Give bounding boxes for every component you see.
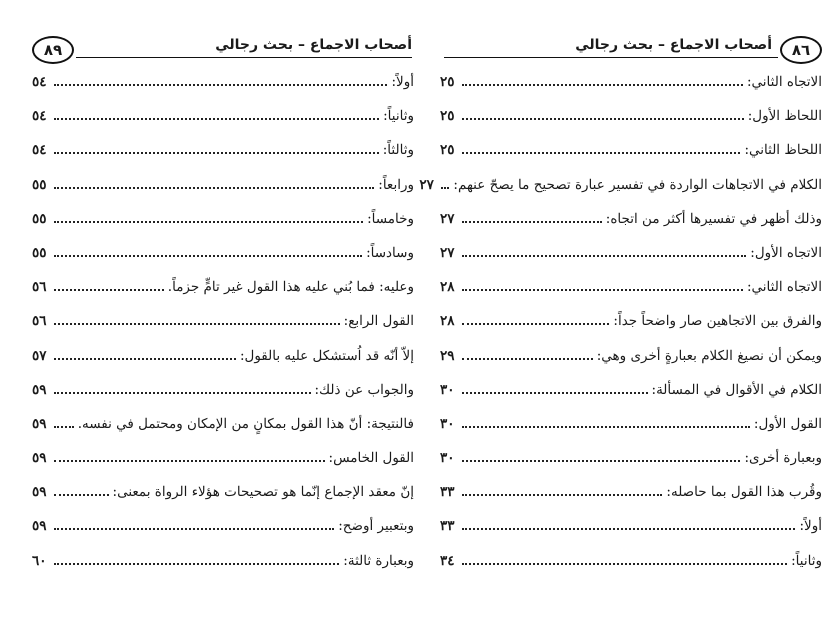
toc-entry [32, 348, 414, 382]
toc-entry-page: ٥٤ [32, 74, 47, 90]
dot-leader [462, 245, 746, 257]
toc-entry [32, 108, 414, 142]
page-header [32, 35, 414, 65]
toc-entry-page: ٥٥ [32, 244, 47, 261]
toc-entry-title: وعليه: فما بُني عليه هذا القول غير تامٍّ جزماً. [167, 279, 414, 296]
toc-entry-page: ٢٨ [440, 313, 455, 330]
page-header [440, 35, 822, 65]
toc-entry-page: ٦٠ [32, 552, 47, 569]
page-number: ٨٦ [780, 36, 822, 64]
dot-leader [462, 108, 744, 120]
toc-entry-title: الاتجاه الأول: [750, 244, 822, 261]
dot-leader [462, 279, 743, 291]
toc-entry-title: اللحاظ الثاني: [744, 142, 822, 159]
toc-entry-page: ٢٥ [440, 108, 455, 125]
toc-entry-page: ٣٣ [440, 484, 455, 501]
toc-entry-page: ٣٠ [440, 381, 455, 398]
toc-entry-title: أولاً: [391, 74, 414, 90]
toc-entry [440, 74, 822, 108]
toc-entry-title: الاتجاه الثاني: [746, 74, 822, 90]
dot-leader [462, 484, 662, 496]
toc-entry-title: والجواب عن ذلك: [314, 381, 414, 398]
toc-entry [440, 450, 822, 484]
toc-entry [32, 484, 414, 518]
toc-entry-title: وخامساً: [367, 210, 414, 227]
dot-leader [441, 177, 449, 189]
header-title: أصحاب الاجماع – بحث رجالي [575, 37, 772, 53]
toc-entry-title: الكلام في الاتجاهات الواردة في تفسير عبارة تصحيح ما يصحّ عنهم: [453, 176, 822, 193]
toc-entry-page: ٢٩ [440, 347, 455, 364]
toc-entry-title: وثانياً: [383, 108, 414, 125]
toc-list [32, 74, 414, 587]
dot-leader [54, 416, 74, 428]
toc-entry-page: ٥٥ [32, 176, 47, 193]
toc-entry-page: ٣٠ [440, 415, 455, 432]
toc-entry [32, 211, 414, 245]
dot-leader [54, 211, 363, 223]
toc-entry-title: وثانياً: [791, 552, 822, 569]
toc-entry-page: ٢٧ [419, 176, 434, 193]
toc-entry-title: القول الخامس: [328, 450, 414, 467]
dot-leader [462, 382, 648, 394]
toc-entry [32, 553, 414, 587]
toc-entry-title: الكلام في الأقوال في المسألة: [651, 381, 822, 398]
toc-entry [32, 177, 414, 211]
dot-leader [54, 484, 109, 496]
toc-entry-page: ٥٩ [32, 484, 47, 501]
toc-entry [32, 313, 414, 347]
toc-entry-title: والفرق بين الاتجاهين صار واضحاً جداً: [613, 313, 822, 330]
toc-entry [440, 553, 822, 587]
toc-entry-title: اللحاظ الأول: [747, 108, 822, 125]
toc-entry-title: وبعبارة أخرى: [744, 450, 822, 467]
toc-entry-title: وقُرب هذا القول بما حاصله: [666, 484, 822, 501]
toc-entry-page: ٥٤ [32, 142, 47, 159]
dot-leader [462, 518, 795, 530]
dot-leader [462, 553, 787, 565]
dot-leader [462, 74, 743, 86]
toc-entry-page: ٥٩ [32, 518, 47, 535]
dot-leader [54, 313, 340, 325]
toc-entry [440, 518, 822, 552]
toc-entry-page: ٢٨ [440, 279, 455, 296]
toc-entry-title: وبعبارة ثالثة: [343, 552, 414, 569]
toc-entry [440, 108, 822, 142]
toc-entry-title: وثالثاً: [382, 142, 414, 159]
toc-entry [440, 416, 822, 450]
dot-leader [54, 108, 379, 120]
toc-entry-page: ٥٦ [32, 313, 47, 330]
dot-leader [54, 450, 325, 462]
toc-entry-title: القول الرابع: [343, 313, 414, 330]
toc-entry [440, 348, 822, 382]
toc-entry-page: ٥٧ [32, 347, 47, 364]
dot-leader [54, 279, 164, 291]
right-page [419, 0, 822, 639]
toc-entry-page: ٢٧ [440, 210, 455, 227]
toc-list [419, 74, 822, 587]
toc-entry-page: ٢٥ [440, 142, 455, 159]
dot-leader [54, 142, 379, 154]
toc-entry-page: ٥٤ [32, 108, 47, 125]
toc-entry-title: ويمكن أن نصيغ الكلام بعبارةٍ أخرى وهي: [596, 347, 822, 364]
toc-entry [440, 313, 822, 347]
dot-leader [54, 348, 236, 360]
toc-entry-title: أولاً: [799, 518, 822, 535]
toc-entry [32, 245, 414, 279]
toc-entry [440, 382, 822, 416]
toc-entry-title: فالنتيجة: أنّ هذا القول بمكانٍ من الإمكان ومحتمل في نفسه. [77, 415, 414, 432]
toc-entry-page: ٥٩ [32, 381, 47, 398]
dot-leader [54, 74, 387, 86]
toc-entry-title: وسادساً: [366, 244, 414, 261]
toc-entry [440, 484, 822, 518]
dot-leader [462, 313, 609, 325]
dot-leader [462, 416, 750, 428]
dot-leader [54, 553, 339, 565]
toc-entry-title: وبتعبير أوضح: [338, 518, 414, 535]
toc-entry-page: ٥٩ [32, 450, 47, 467]
left-page [32, 0, 414, 639]
page-number: ٨٩ [32, 36, 74, 64]
dot-leader [462, 211, 602, 223]
header-rule [444, 57, 778, 58]
toc-entry-title: ورابعاً: [378, 176, 414, 193]
toc-entry-title: إنّ معقد الإجماع إنّما هو تصحيحات هؤلاء الرواة بمعنى: [112, 484, 414, 501]
toc-entry-page: ٣٣ [440, 518, 455, 535]
toc-entry-page: ٣٤ [440, 552, 455, 569]
dot-leader [54, 518, 334, 530]
toc-entry [32, 279, 414, 313]
dot-leader [462, 348, 593, 360]
toc-entry-title: القول الأول: [753, 415, 822, 432]
toc-entry [440, 142, 822, 176]
toc-entry [32, 142, 414, 176]
toc-entry-title: الاتجاه الثاني: [746, 279, 822, 296]
dot-leader [54, 382, 311, 394]
dot-leader [54, 245, 362, 257]
toc-entry [419, 176, 822, 211]
toc-entry [32, 416, 414, 450]
toc-entry [440, 245, 822, 279]
toc-entry [32, 450, 414, 484]
dot-leader [54, 177, 374, 189]
header-title: أصحاب الاجماع – بحث رجالي [215, 37, 412, 53]
toc-entry [32, 382, 414, 416]
toc-entry-title: إلاّ أنّه قد اُستشكل عليه بالقول: [239, 347, 414, 364]
toc-entry-title: وذلك أظهر في تفسيرها أكثر من اتجاه: [605, 210, 822, 227]
toc-entry-page: ٥٩ [32, 415, 47, 432]
toc-entry-page: ٥٥ [32, 210, 47, 227]
dot-leader [462, 450, 740, 462]
header-rule [76, 57, 412, 58]
toc-entry [440, 279, 822, 313]
toc-entry [440, 211, 822, 245]
toc-entry [32, 518, 414, 552]
toc-entry [32, 74, 414, 108]
toc-entry-page: ٢٧ [440, 244, 455, 261]
toc-entry-page: ٥٦ [32, 279, 47, 296]
toc-entry-page: ٢٥ [440, 74, 455, 90]
dot-leader [462, 142, 740, 154]
toc-entry-page: ٣٠ [440, 450, 455, 467]
